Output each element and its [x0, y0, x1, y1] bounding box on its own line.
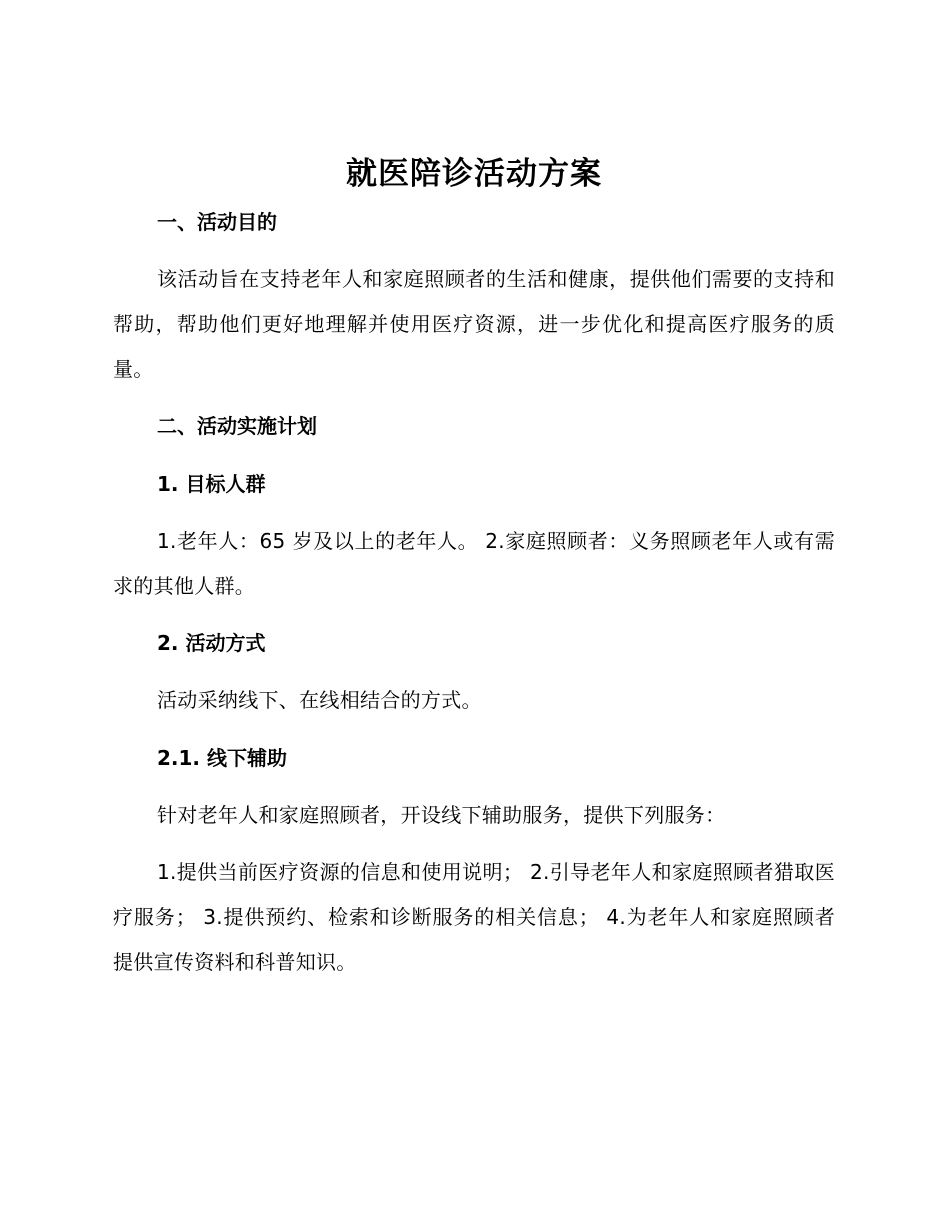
section-heading-purpose: 一、活动目的 — [157, 210, 277, 234]
paragraph-offline-support-intro: 针对老年人和家庭照顾者，开设线下辅助服务，提供下列服务： — [157, 803, 726, 827]
paragraph-activity-method: 活动采纳线下、在线相结合的方式。 — [157, 688, 482, 712]
paragraph-target-group: 1.老年人：65 岁及以上的老年人。 2.家庭照顾者：义务照顾老年人或有需求的其他人群。 — [113, 529, 835, 598]
subheading-offline-support: 2.1. 线下辅助 — [157, 746, 287, 770]
document-title: 就医陪诊活动方案 — [346, 156, 602, 192]
section-heading-plan: 二、活动实施计划 — [157, 414, 317, 438]
paragraph-offline-services-list: 1.提供当前医疗资源的信息和使用说明； 2.引导老年人和家庭照顾者猎取医疗服务； 3.提供预约、检索和诊断服务的相关信息； 4.为老年人和家庭照顾者提供宣传资料和科普知识。 — [113, 860, 835, 974]
paragraph-purpose: 该活动旨在支持老年人和家庭照顾者的生活和健康，提供他们需要的支持和帮助，帮助他们更好地理解并使用医疗资源，进一步优化和提高医疗服务的质量。 — [113, 267, 835, 381]
subheading-activity-method: 2. 活动方式 — [157, 631, 266, 655]
subheading-target-group: 1. 目标人群 — [157, 472, 266, 496]
